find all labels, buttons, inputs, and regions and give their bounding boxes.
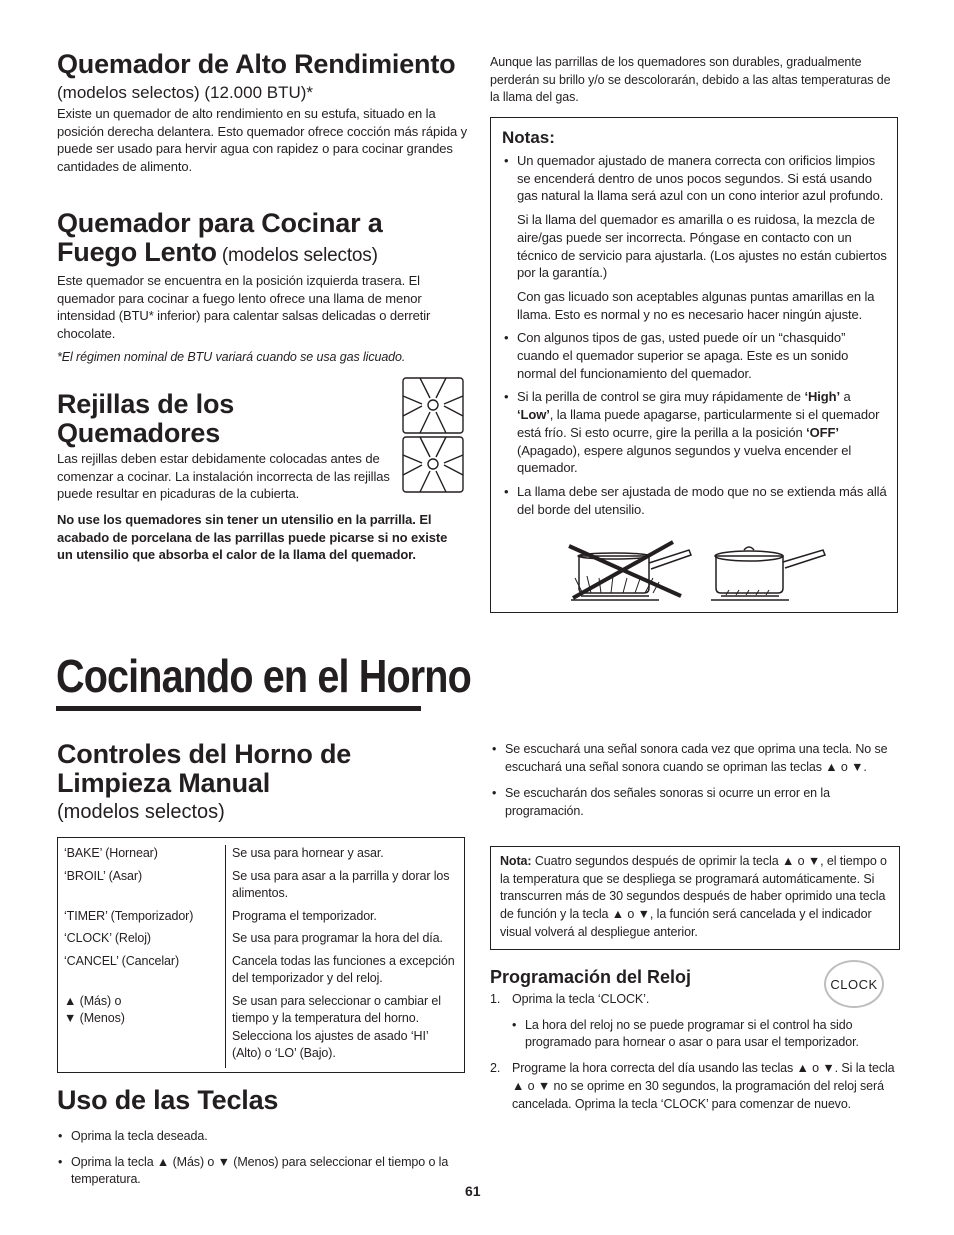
slow-burner-section [57,209,472,367]
controls-row [58,930,464,953]
high-burner-title: Quemador de Alto Rendimiento [57,49,456,79]
controls-table [58,845,464,1068]
high-burner-section [57,50,472,176]
control-description: Programa el temporizador. [232,908,377,923]
keys-item: • Oprima la tecla ▲ (Más) o ▼ (Menos) para seleccionar el tiempo o la temperatura. [56,1154,466,1189]
section-title: Cocinando en el Horno [56,650,471,702]
control-key: ‘CLOCK’ (Reloj) [58,930,226,953]
note-item: • Con algunos tipos de gas, usted puede oír un “chasquido” cuando el quemador superior se apaga. Este es un sonido normal del funcionamiento del quemador. [502,329,887,382]
note-item: • Un quemador ajustado de manera correcta con orificios limpios se encenderá dentro de unos pocos segundos. Si está usando gas natural la llama será azul con un cono interior azul profundo. Si la llama del quemador es amarilla o es ruidosa, la mezcla de aire/gas puede ser incorrecta. Póngase en contacto con un técnico de servicio para ajustarla. (Los ajustes no están cubiertos por la garantía.) Con gas licuado son aceptables algunas puntas amarillas en la llama. Esto es normal y no es necesario hacer ningún ajuste. [502,152,887,323]
controls-subtitle: (modelos selectos) [57,801,225,823]
slow-burner-body: Este quemador se encuentra en la posición izquierda trasera. El quemador para cocinar a fuego lento ofrece una llama de menor intensidad (BTU* inferior) para calentar salsas delicadas o derretir chocolate. [57,273,431,342]
clock-step-2: 2. Programe la hora correcta del día usando las teclas ▲ o ▼. Si la tecla ▲ o ▼ no se oprime en 30 segundos, la programación del reloj será cancelada. Oprima la tecla ‘CLOCK’ para comenzar de nuevo. [490,1061,895,1111]
grates-warning: No use los quemadores sin tener un utensilio en la parrilla. El acabado de porcelana de las parrillas puede picarse si no existe un utensilio que absorba el calor de la llama del quemador. [57,512,448,563]
clock-step-1: 1. Oprima la tecla ‘CLOCK’. [490,992,650,1006]
control-description: Se usa para asar a la parrilla y dorar los alimentos. [232,868,450,900]
controls-row [58,993,464,1068]
grates-title: Rejillas de los Quemadores [57,389,235,448]
btu-footnote: *El régimen nominal de BTU variará cuando se usa gas licuado. [57,349,406,364]
notes-title: Notas: [502,128,555,147]
high-burner-subtitle: (modelos selectos) (12.000 BTU)* [57,83,314,102]
clock-prog-title: Programación del Reloj [490,967,692,987]
control-key: ‘CANCEL’ (Cancelar) [58,953,226,993]
grates-section [57,390,397,503]
controls-row [58,953,464,993]
control-description: Cancela todas las funciones a excepción del temporizador y del reloj. [232,953,455,985]
controls-row [58,908,464,931]
title-underline [56,706,421,711]
control-key: ‘BROIL’ (Asar) [58,868,226,908]
note-item: • Si la perilla de control se gira muy rápidamente de ‘High’ a ‘Low’, la llama puede apagarse, particularmente si el quemador está frío. Si esto ocurre, gire la perilla a la posición ‘OFF’ (Apagado), espere algunos segundos y vuelva encender el quemador. [502,388,887,477]
nota-box [490,846,900,950]
notes-list [502,152,887,518]
note-item: • La llama debe ser ajustada de modo que no se extienda más allá del borde del utensilio. [502,483,887,518]
grates-intro: Aunque las parrillas de los quemadores son durables, gradualmente perderán su brillo y/o se descolorarán, debido a las altas temperaturas de la llama del gas. [490,55,891,105]
control-description: Se usan para seleccionar o cambiar el tiempo y la temperatura del horno. Selecciona los ajustes de asado ‘HI’ (Alto) o ‘LO’ (Bajo). [232,993,441,1060]
controls-section [57,740,467,824]
keys-list [56,1128,466,1189]
slow-burner-title: Quemador para Cocinar a Fuego Lento (modelos selectos) [57,208,383,267]
beep-item: • Se escucharán dos señales sonoras si ocurre un error en la programación. [490,785,900,820]
controls-table-box [57,837,465,1073]
grate-illustration [400,376,466,496]
grates-body: Las rejillas deben estar debidamente colocadas antes de comenzar a cocinar. La instalación incorrecta de las rejillas puede resultar en picaduras de la cubierta. [57,451,390,502]
clock-step-1-notes [510,1017,900,1052]
clock-steps [490,991,900,1113]
beep-item: • Se escuchará una señal sonora cada vez que oprima una tecla. No se escuchará una señal sonora cuando se opriman las teclas ▲ o ▼. [490,741,900,776]
clock-key-icon: CLOCK [824,960,884,1008]
high-burner-body: Existe un quemador de alto rendimiento en su estufa, situado en la posición derecha delantera. Esto quemador ofrece cocción más rápida y puede ser usado para hervir agua con rapidez o para cocinar grandes cantidades de alimento. [57,106,468,175]
controls-row [58,868,464,908]
notes-box [490,117,898,613]
control-description: Se usa para programar la hora del día. [232,931,443,945]
flame-size-illustration [561,538,861,606]
control-key: ▲ (Más) o ▼ (Menos) [58,993,226,1068]
page-number: 61 [465,1183,481,1199]
keys-title: Uso de las Teclas [57,1085,279,1115]
keys-item: • Oprima la tecla deseada. [56,1128,466,1146]
controls-row [58,845,464,868]
control-key: ‘BAKE’ (Hornear) [58,845,226,868]
control-key: ‘TIMER’ (Temporizador) [58,908,226,931]
beeps-list [490,741,900,821]
controls-title: Controles del Horno de Limpieza Manual [57,739,352,798]
clock-step-1-note: • La hora del reloj no se puede programar si el control ha sido programado para hornear o asar o para usar el temporizador. [510,1017,900,1052]
control-description: Se usa para hornear y asar. [232,846,384,860]
nota-text: Nota: Cuatro segundos después de oprimir la tecla ▲ o ▼, el tiempo o la temperatura que se despliega se programará automáticamente. Si transcurren más de 30 segundos después de haber oprimido una tecla de función y la tecla ▲ o ▼, la función será cancelada y el indicador visual volverá al despliegue anterior. [500,854,887,939]
